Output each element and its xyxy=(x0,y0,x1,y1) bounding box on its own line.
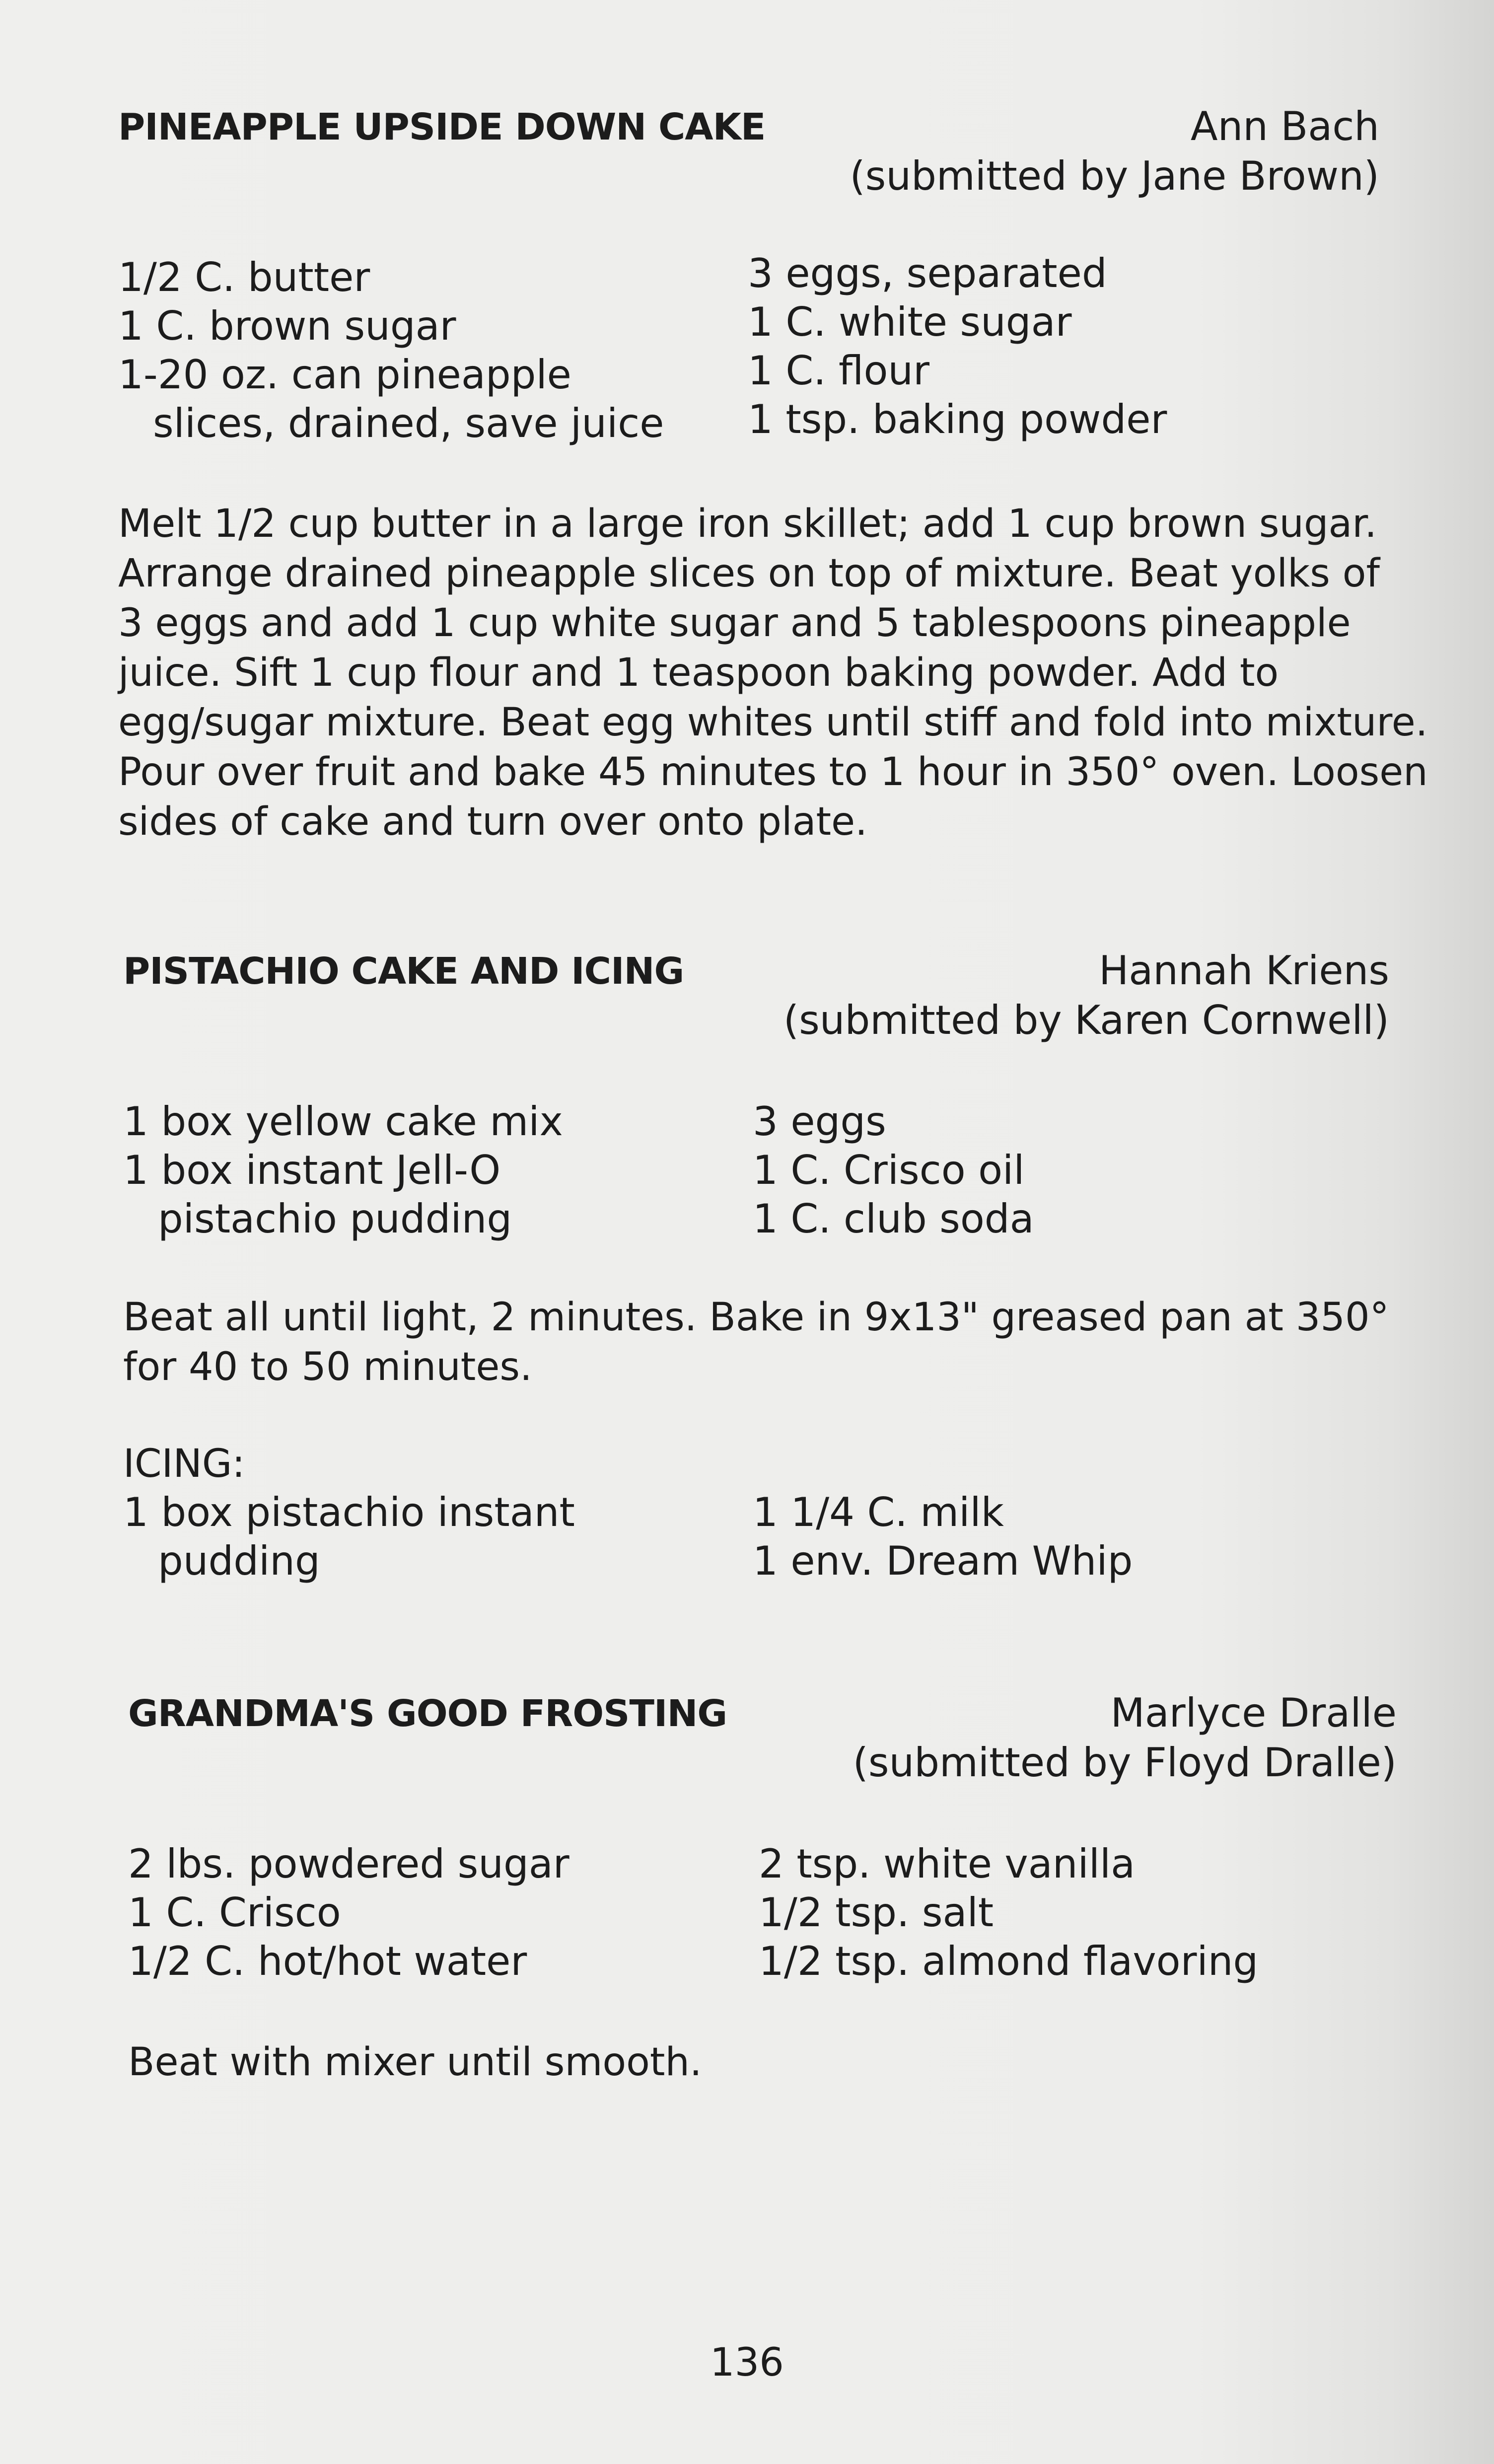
instruction-line: Arrange drained pineapple slices on top of mixture. Beat yolks of xyxy=(118,551,1380,596)
ingredient-column-right xyxy=(759,1840,1258,1986)
recipe-submitter: (submitted by Karen Cornwell) xyxy=(783,997,1389,1043)
recipe-header xyxy=(118,102,1379,199)
ingredient-column-left xyxy=(123,1097,563,1243)
ingredient: 1 C. flour xyxy=(748,348,929,394)
ingredient-column-right xyxy=(753,1097,1034,1243)
instruction-line: for 40 to 50 minutes. xyxy=(123,1345,532,1389)
recipe-credit xyxy=(853,1688,1397,1788)
ingredient: 1 box pistachio instant xyxy=(123,1489,575,1535)
recipe-instructions xyxy=(123,1293,1389,1392)
ingredient-column-left xyxy=(128,1840,569,1986)
recipe-credit xyxy=(783,946,1389,1045)
ingredient-column-left xyxy=(118,253,664,448)
ingredient: 2 lbs. powdered sugar xyxy=(128,1841,569,1887)
ingredient: 1 C. Crisco xyxy=(128,1889,341,1936)
instruction-line: Melt 1/2 cup butter in a large iron skillet; add 1 cup brown sugar. xyxy=(118,502,1377,546)
ingredient: 2 tsp. white vanilla xyxy=(759,1841,1136,1887)
ingredient: 1/2 tsp. salt xyxy=(759,1889,994,1936)
icing-column-right xyxy=(753,1488,1133,1586)
ingredient-list xyxy=(123,1097,1389,1246)
page-number: 136 xyxy=(710,2340,784,2385)
ingredient: 1 C. brown sugar xyxy=(118,303,456,349)
instruction-line: 3 eggs and add 1 cup white sugar and 5 tablespoons pineapple xyxy=(118,601,1351,646)
recipe-submitter: (submitted by Floyd Dralle) xyxy=(853,1739,1397,1786)
recipe-pistachio-cake-and-icing xyxy=(123,946,1389,1589)
ingredient: 1 C. white sugar xyxy=(748,299,1072,345)
recipe-grandmas-good-frosting xyxy=(128,1688,1397,2087)
recipe-header xyxy=(123,946,1389,1043)
ingredient: 1 C. club soda xyxy=(753,1196,1034,1242)
recipe-author: Marlyce Dralle xyxy=(1110,1690,1397,1736)
ingredient-list xyxy=(128,1840,1397,1989)
ingredient: 1 tsp. baking powder xyxy=(748,396,1167,442)
ingredient: 1 env. Dream Whip xyxy=(753,1538,1133,1584)
instruction-line: egg/sugar mixture. Beat egg whites until stiff and fold into mixture. xyxy=(118,700,1428,745)
instruction-line: juice. Sift 1 cup flour and 1 teaspoon baking powder. Add to xyxy=(118,651,1279,695)
ingredient: 1/2 C. hot/hot water xyxy=(128,1938,527,1984)
recipe-instructions xyxy=(128,2037,1397,2087)
ingredient: 1 box yellow cake mix xyxy=(123,1098,563,1145)
recipe-pineapple-upside-down-cake xyxy=(118,102,1428,847)
instruction-line: Beat all until light, 2 minutes. Bake in 9x13" greased pan at 350° xyxy=(123,1295,1389,1340)
recipe-author: Ann Bach xyxy=(1190,103,1379,149)
ingredient: 1 box instant Jell-O xyxy=(123,1147,501,1193)
ingredient: 1-20 oz. can pineapple xyxy=(118,352,571,398)
recipe-title: PINEAPPLE UPSIDE DOWN CAKE xyxy=(118,106,766,148)
recipe-author: Hannah Kriens xyxy=(1099,947,1389,994)
recipe-title: GRANDMA'S GOOD FROSTING xyxy=(128,1692,727,1735)
ingredient: 3 eggs, separated xyxy=(748,250,1107,296)
ingredient: slices, drained, save juice xyxy=(153,400,664,446)
instruction-line: Beat with mixer until smooth. xyxy=(128,2040,702,2085)
ingredient-column-right xyxy=(748,249,1167,444)
recipe-credit xyxy=(850,102,1379,201)
ingredient: 3 eggs xyxy=(753,1098,886,1145)
ingredient: pudding xyxy=(158,1538,320,1584)
ingredient-list xyxy=(118,250,1379,452)
recipe-title: PISTACHIO CAKE AND ICING xyxy=(123,950,684,993)
ingredient: 1/2 C. butter xyxy=(118,254,370,300)
recipe-header xyxy=(128,1688,1397,1786)
recipe-instructions xyxy=(118,499,1428,847)
ingredient: 1 C. Crisco oil xyxy=(753,1147,1025,1193)
instruction-line: sides of cake and turn over onto plate. xyxy=(118,799,867,844)
icing-label: ICING: xyxy=(123,1442,245,1486)
ingredient: 1 1/4 C. milk xyxy=(753,1489,1004,1535)
recipe-submitter: (submitted by Jane Brown) xyxy=(850,153,1379,199)
instruction-line: Pour over fruit and bake 45 minutes to 1 hour in 350° oven. Loosen xyxy=(118,750,1428,795)
icing-section xyxy=(123,1440,1389,1589)
icing-column-left xyxy=(123,1488,575,1586)
ingredient: 1/2 tsp. almond flavoring xyxy=(759,1938,1259,1984)
ingredient: pistachio pudding xyxy=(158,1196,512,1242)
